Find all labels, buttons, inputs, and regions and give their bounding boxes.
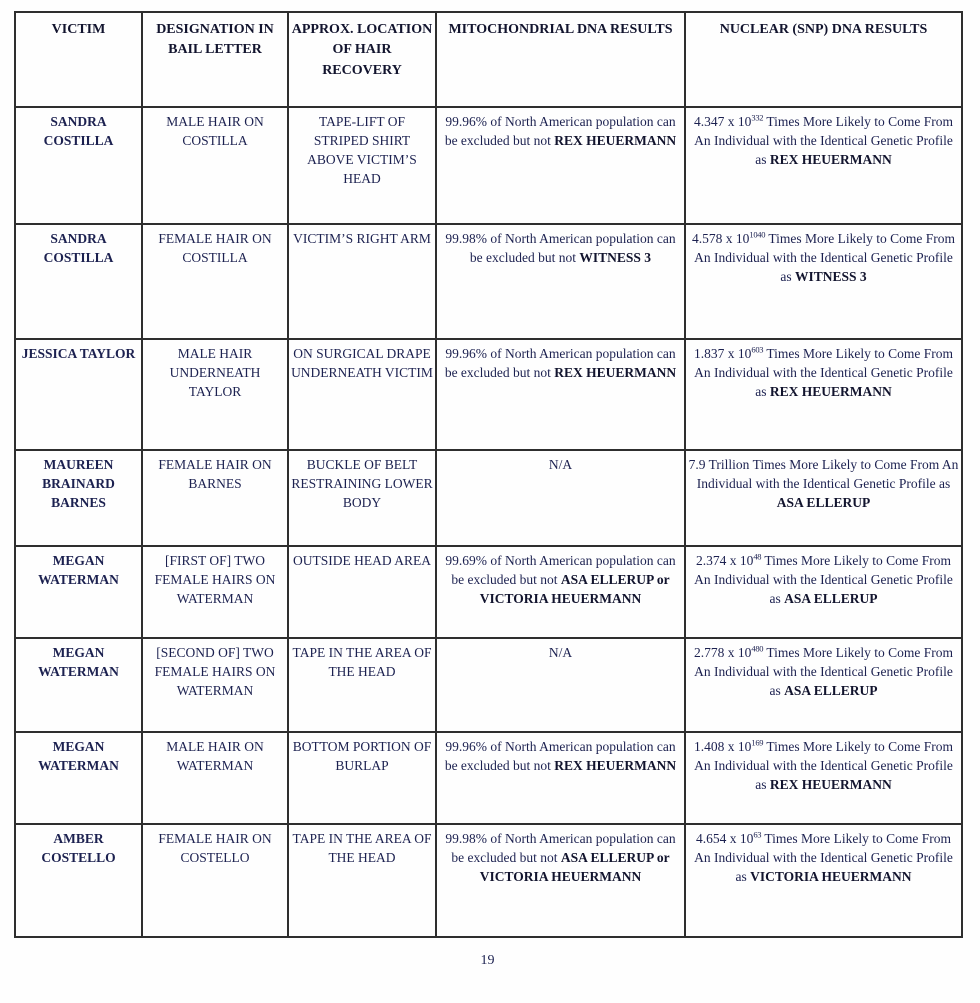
cell-mitochondrial-result <box>436 107 685 224</box>
nuclear-value: 7.9 Trillion <box>688 457 750 472</box>
cell-nuclear-result <box>685 732 962 824</box>
cell-victim: JESSICA TAYLOR <box>15 339 142 450</box>
nuclear-text: Times More Likely to Come From An Individual with the Identical Genetic Profile as <box>696 457 959 492</box>
nuclear-value: 2.374 x 10 <box>695 553 754 568</box>
nuclear-value: 4.654 x 10 <box>695 831 754 846</box>
nuclear-value: 4.578 x 10 <box>692 231 750 246</box>
mito-name: WITNESS 3 <box>579 250 652 266</box>
cell-designation: FEMALE HAIR ON COSTELLO <box>142 824 288 937</box>
table-row <box>15 732 962 824</box>
cell-location: TAPE IN THE AREA OF THE HEAD <box>288 824 436 937</box>
nuclear-name: VICTORIA HEUERMANN <box>750 869 912 885</box>
nuclear-exponent: 48 <box>753 551 762 562</box>
cell-designation: MALE HAIR ON COSTILLA <box>142 107 288 224</box>
cell-location: OUTSIDE HEAD AREA <box>288 546 436 638</box>
nuclear-text: Times More Likely to Come From An Individual with the Identical Genetic Profile as <box>694 831 953 885</box>
nuclear-name: ASA ELLERUP <box>784 683 878 699</box>
cell-nuclear-result <box>685 107 962 224</box>
table-row <box>15 224 962 339</box>
cell-nuclear-result <box>685 824 962 937</box>
mito-text: 99.69% of North American population can be excluded but not <box>445 553 676 588</box>
column-header-mitochondrial: MITOCHONDRIAL DNA RESULTS <box>436 12 685 107</box>
cell-location: TAPE-LIFT OF STRIPED SHIRT ABOVE VICTIM’S HEAD <box>288 107 436 224</box>
mito-text: 99.96% of North American population can be excluded but not <box>444 739 676 774</box>
column-header-nuclear: NUCLEAR (SNP) DNA RESULTS <box>685 12 962 107</box>
table-row <box>15 339 962 450</box>
column-header-victim: VICTIM <box>15 12 142 107</box>
cell-victim: MEGAN WATERMAN <box>15 732 142 824</box>
cell-nuclear-result <box>685 339 962 450</box>
cell-nuclear-result <box>685 224 962 339</box>
cell-designation: FEMALE HAIR ON BARNES <box>142 450 288 546</box>
nuclear-name: REX HEUERMANN <box>769 777 892 793</box>
nuclear-text: Times More Likely to Come From An Individual with the Identical Genetic Profile as <box>694 114 953 168</box>
nuclear-name: ASA ELLERUP <box>784 591 878 607</box>
cell-victim: MEGAN WATERMAN <box>15 546 142 638</box>
nuclear-exponent: 169 <box>751 737 764 748</box>
nuclear-value: 1.408 x 10 <box>694 739 752 754</box>
cell-victim: AMBER COSTELLO <box>15 824 142 937</box>
nuclear-value: 1.837 x 10 <box>694 346 752 361</box>
mito-name: REX HEUERMANN <box>554 365 677 381</box>
mito-name: ASA ELLERUP or VICTORIA HEUERMANN <box>479 850 670 885</box>
cell-mitochondrial-result <box>436 638 685 732</box>
table-row <box>15 450 962 546</box>
nuclear-name: WITNESS 3 <box>794 269 867 285</box>
nuclear-name: REX HEUERMANN <box>769 384 892 400</box>
cell-location: BUCKLE OF BELT RESTRAINING LOWER BODY <box>288 450 436 546</box>
mito-text: 99.96% of North American population can be excluded but not <box>444 114 676 149</box>
cell-designation: MALE HAIR ON WATERMAN <box>142 732 288 824</box>
cell-nuclear-result <box>685 638 962 732</box>
cell-victim: SANDRA COSTILLA <box>15 107 142 224</box>
mito-text: N/A <box>548 457 573 472</box>
cell-location: TAPE IN THE AREA OF THE HEAD <box>288 638 436 732</box>
mito-text: 99.98% of North American population can be excluded but not <box>445 231 676 266</box>
column-header-designation: DESIGNATION IN BAIL LETTER <box>142 12 288 107</box>
nuclear-text: Times More Likely to Come From An Individual with the Identical Genetic Profile as <box>694 553 953 607</box>
cell-location: ON SURGICAL DRAPE UNDERNEATH VICTIM <box>288 339 436 450</box>
cell-victim: MAUREEN BRAINARD BARNES <box>15 450 142 546</box>
nuclear-text: Times More Likely to Come From An Individual with the Identical Genetic Profile as <box>694 739 953 793</box>
cell-mitochondrial-result <box>436 824 685 937</box>
cell-location: VICTIM’S RIGHT ARM <box>288 224 436 339</box>
mito-text: 99.96% of North American population can be excluded but not <box>444 346 676 381</box>
mito-text: N/A <box>548 645 573 660</box>
table-row <box>15 107 962 224</box>
table-row <box>15 546 962 638</box>
nuclear-name: ASA ELLERUP <box>776 495 871 511</box>
mito-name: REX HEUERMANN <box>554 133 677 149</box>
nuclear-text: Times More Likely to Come From An Individual with the Identical Genetic Profile as <box>694 231 955 285</box>
mito-text: 99.98% of North American population can be excluded but not <box>445 831 676 866</box>
mito-name: REX HEUERMANN <box>554 758 677 774</box>
column-header-location: APPROX. LOCATION OF HAIR RECOVERY <box>288 12 436 107</box>
table-row <box>15 824 962 937</box>
cell-mitochondrial-result <box>436 450 685 546</box>
cell-victim: SANDRA COSTILLA <box>15 224 142 339</box>
nuclear-exponent: 63 <box>753 829 762 840</box>
cell-nuclear-result <box>685 450 962 546</box>
cell-mitochondrial-result <box>436 224 685 339</box>
nuclear-value: 4.347 x 10 <box>694 114 752 129</box>
nuclear-text: Times More Likely to Come From An Individual with the Identical Genetic Profile as <box>694 346 953 400</box>
dna-results-table <box>14 11 963 938</box>
cell-designation: [FIRST OF] TWO FEMALE HAIRS ON WATERMAN <box>142 546 288 638</box>
nuclear-exponent: 480 <box>751 643 764 654</box>
cell-nuclear-result <box>685 546 962 638</box>
cell-victim: MEGAN WATERMAN <box>15 638 142 732</box>
cell-location: BOTTOM PORTION OF BURLAP <box>288 732 436 824</box>
nuclear-name: REX HEUERMANN <box>769 152 892 168</box>
cell-mitochondrial-result <box>436 339 685 450</box>
nuclear-exponent: 1040 <box>749 229 766 240</box>
table-row <box>15 638 962 732</box>
page-number: 19 <box>480 953 495 968</box>
cell-designation: MALE HAIR UNDERNEATH TAYLOR <box>142 339 288 450</box>
cell-mitochondrial-result <box>436 546 685 638</box>
nuclear-exponent: 603 <box>751 344 764 355</box>
cell-designation: FEMALE HAIR ON COSTILLA <box>142 224 288 339</box>
nuclear-text: Times More Likely to Come From An Individual with the Identical Genetic Profile as <box>694 645 953 699</box>
cell-mitochondrial-result <box>436 732 685 824</box>
nuclear-value: 2.778 x 10 <box>694 645 752 660</box>
header-row <box>15 12 962 107</box>
mito-name: ASA ELLERUP or VICTORIA HEUERMANN <box>479 572 670 607</box>
nuclear-exponent: 332 <box>751 112 764 123</box>
cell-designation: [SECOND OF] TWO FEMALE HAIRS ON WATERMAN <box>142 638 288 732</box>
